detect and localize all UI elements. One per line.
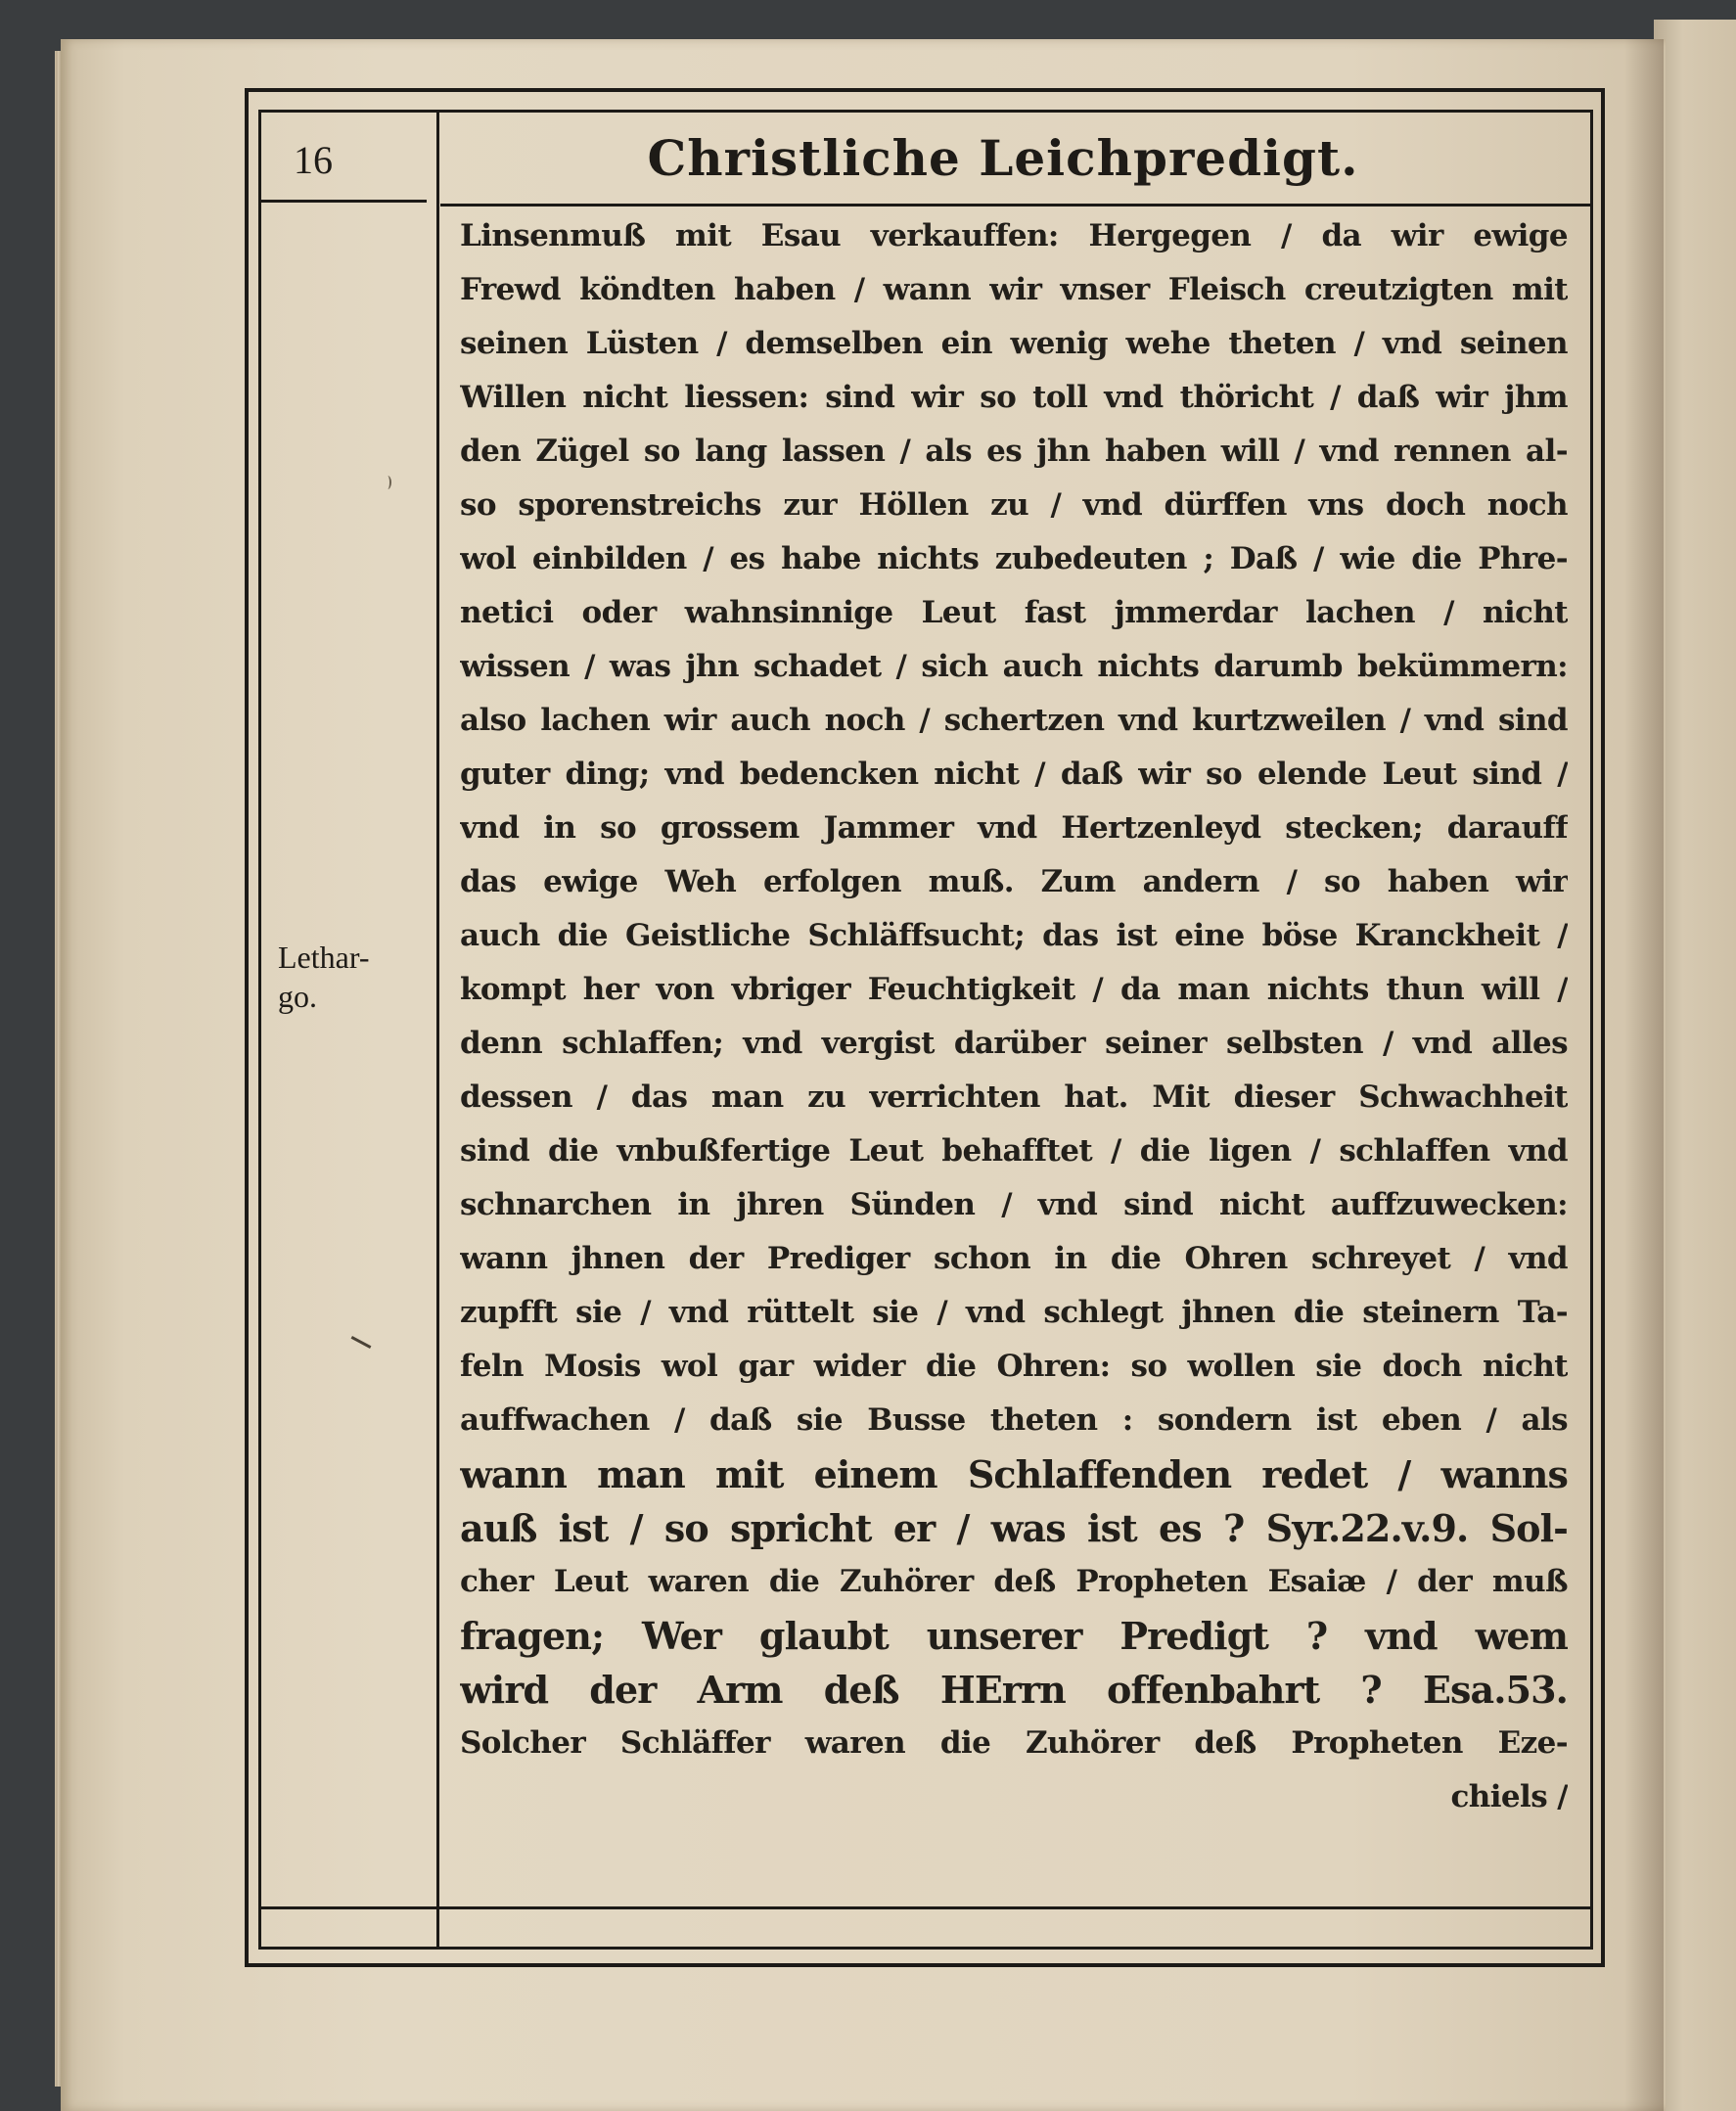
facing-page-edge	[1654, 20, 1736, 2111]
text-line: feln Mosis wol gar wider die Ohren: so wollen sie doch nicht	[460, 1349, 1568, 1384]
text-line: kompt her von vbriger Feuchtigkeit / da man nichts thun will /	[460, 972, 1568, 1007]
text-line: auß ist / so spricht er / was ist es ? Syr.22.v.9. Sol-	[460, 1506, 1568, 1550]
text-line: auffwachen / daß sie Busse theten : sondern ist eben / als	[460, 1402, 1568, 1438]
text-line: Solcher Schläffer waren die Zuhörer deß Propheten Eze-	[460, 1725, 1568, 1761]
ink-mark	[384, 476, 391, 489]
text-line: denn schlaffen; vnd vergist darüber seiner selbsten / vnd alles	[460, 1026, 1568, 1061]
text-line: wird der Arm deß HErrn offenbahrt ? Esa.53.	[460, 1668, 1568, 1712]
gutter-shadow	[1624, 39, 1664, 2111]
text-line: wann jhnen der Prediger schon in die Ohren schreyet / vnd	[460, 1241, 1568, 1276]
page-number: 16	[294, 138, 333, 182]
text-line: chiels /	[1450, 1779, 1568, 1814]
body-text	[460, 209, 1568, 1824]
text-line: netici oder wahnsinnige Leut fast jmmerdar lachen / nicht	[460, 595, 1568, 630]
text-line: den Zügel so lang lassen / als es jhn haben will / vnd rennen al-	[460, 434, 1568, 469]
text-line: schnarchen in jhren Sünden / vnd sind nicht auffzuwecken:	[460, 1187, 1568, 1222]
text-line: wol einbilden / es habe nichts zubedeuten ; Daß / wie die Phre-	[460, 541, 1568, 576]
running-head: Christliche Leichpredigt.	[647, 129, 1359, 187]
text-line: auch die Geistliche Schläffsucht; das ist eine böse Kranckheit /	[460, 918, 1568, 953]
text-line: seinen Lüsten / demselben ein wenig wehe theten / vnd seinen	[460, 326, 1568, 361]
footer-rule	[260, 1906, 1591, 1909]
text-line: dessen / das man zu verrichten hat. Mit dieser Schwachheit	[460, 1079, 1568, 1115]
text-line: wissen / was jhn schadet / sich auch nichts darumb bekümmern:	[460, 649, 1568, 684]
header-rule-left	[260, 200, 427, 203]
header-rule-right	[440, 204, 1593, 207]
text-line: vnd in so grossem Jammer vnd Hertzenleyd stecken; darauff	[460, 810, 1568, 846]
text-line: Linsenmuß mit Esau verkauffen: Hergegen / da wir ewige	[460, 218, 1568, 253]
text-line: fragen; Wer glaubt unserer Predigt ? vnd wem	[460, 1614, 1568, 1658]
text-line: zupfft sie / vnd rüttelt sie / vnd schlegt jhnen die steinern Ta-	[460, 1295, 1568, 1330]
text-line: sind die vnbußfertige Leut behafftet / die ligen / schlaffen vnd	[460, 1133, 1568, 1169]
marginal-note-line: go.	[278, 979, 317, 1014]
text-line: Willen nicht liessen: sind wir so toll vnd thöricht / daß wir jhm	[460, 380, 1568, 415]
text-line: cher Leut waren die Zuhörer deß Propheten Esaiæ / der muß	[460, 1564, 1568, 1599]
text-line: so sporenstreichs zur Höllen zu / vnd dürffen vns doch noch	[460, 487, 1568, 523]
text-line: also lachen wir auch noch / schertzen vnd kurtzweilen / vnd sind	[460, 703, 1568, 738]
marginal-note-line: Lethar-	[278, 940, 370, 975]
margin-column-divider	[436, 112, 439, 1950]
text-line: wann man mit einem Schlaffenden redet / wanns	[460, 1452, 1568, 1496]
marginal-note	[278, 938, 370, 1016]
text-line: Frewd köndten haben / wann wir vnser Fleisch creutzigten mit	[460, 272, 1568, 307]
text-line: guter ding; vnd bedencken nicht / daß wir so elende Leut sind /	[460, 757, 1568, 792]
text-line: das ewige Weh erfolgen muß. Zum andern / so haben wir	[460, 864, 1568, 899]
